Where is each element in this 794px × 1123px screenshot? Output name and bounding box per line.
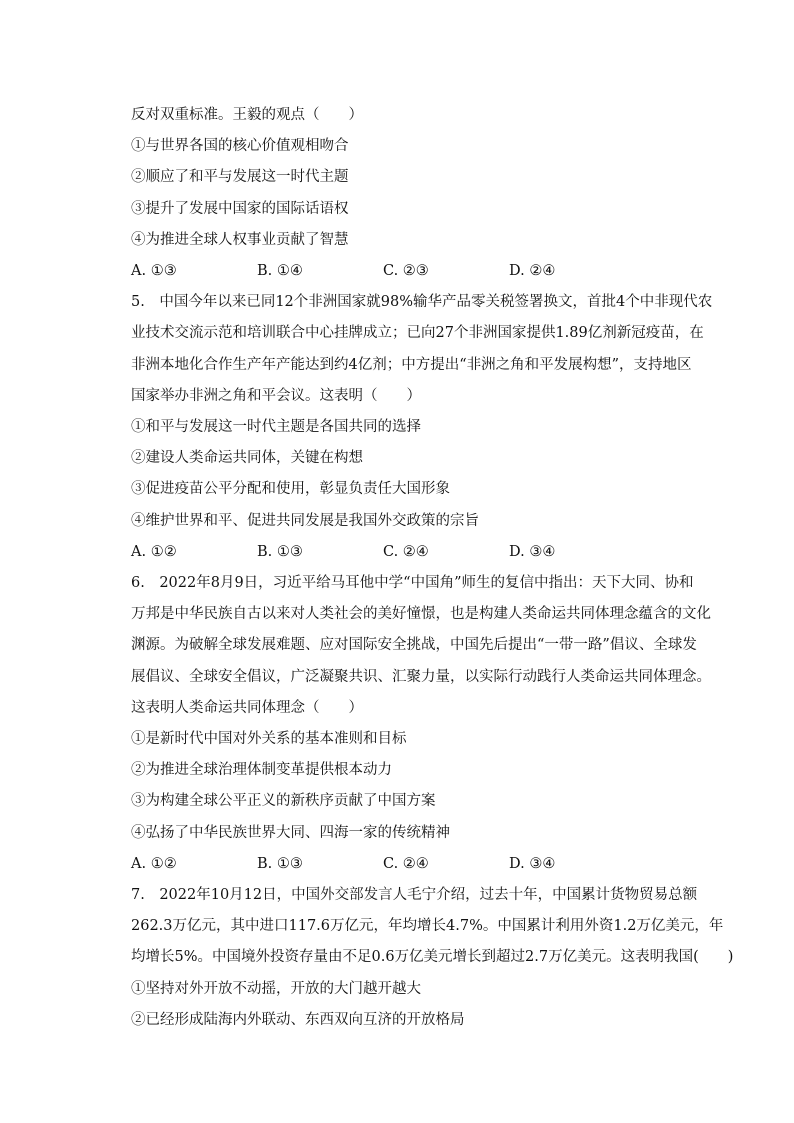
statement-3: ③为构建全球公平正义的新秩序贡献了中国方案 — [131, 793, 436, 810]
option-b: B. ①③ — [257, 855, 303, 872]
statement-2: ②建设人类命运共同体，关键在构想 — [131, 450, 363, 467]
statement-3: ③促进疫苗公平分配和使用，彰显负责任大国形象 — [131, 481, 450, 498]
answer-options — [131, 849, 691, 880]
statement-1: ①与世界各国的核心价值观相吻合 — [131, 138, 349, 155]
statement-2: ②已经形成陆海内外联动、东西双向互济的开放格局 — [131, 1011, 465, 1028]
question-4 — [131, 100, 691, 287]
question-stem-line: 6. 2022年8月9日，习近平给马耳他中学“中国角”师生的复信中指出：天下大同、协和 — [131, 575, 694, 592]
option-a: A. ①② — [131, 855, 177, 872]
option-a: A. ①② — [131, 543, 177, 560]
option-d: D. ③④ — [509, 543, 556, 560]
question-stem-line: 业技术交流示范和培训联合中心挂牌成立；已向27个非洲国家提供1.89亿剂新冠疫苗，在 — [131, 325, 704, 342]
question-stem-line: 反对双重标准。王毅的观点（ ） — [131, 107, 363, 123]
answer-options — [131, 537, 691, 568]
option-b: B. ①④ — [257, 263, 303, 280]
statement-4: ④维护世界和平、促进共同发展是我国外交政策的宗旨 — [131, 512, 479, 529]
statement-1: ①是新时代中国对外关系的基本准则和目标 — [131, 731, 407, 748]
option-c: C. ②④ — [383, 855, 429, 872]
question-stem-line: 均增长5%。中国境外投资存量由不足0.6万亿美元增长到超过2.7万亿美元。这表明我国( ) — [131, 949, 734, 966]
question-stem-line: 这表明人类命运共同体理念（ ） — [131, 699, 363, 716]
option-b: B. ①③ — [257, 543, 303, 560]
question-6 — [131, 568, 711, 880]
statement-1: ①坚持对外开放不动摇，开放的大门越开越大 — [131, 980, 421, 997]
answer-options — [131, 256, 691, 287]
question-stem-line: 展倡议、全球安全倡议，广泛凝聚共识、汇聚力量，以实际行动践行人类命运共同体理念。 — [131, 668, 711, 685]
page-content — [131, 100, 734, 1036]
option-d: D. ②④ — [509, 263, 556, 280]
question-stem-line: 国家举办非洲之角和平会议。这表明（ ） — [131, 387, 421, 404]
statement-4: ④弘扬了中华民族世界大同、四海一家的传统精神 — [131, 824, 450, 841]
option-a: A. ①③ — [131, 263, 177, 280]
option-d: D. ③④ — [509, 855, 556, 872]
question-stem-line: 渊源。为破解全球发展难题、应对国际安全挑战，中国先后提出“一带一路”倡议、全球发 — [131, 637, 697, 654]
question-stem-line: 7. 2022年10月12日，中国外交部发言人毛宁介绍，过去十年，中国累计货物贸易总额 — [131, 887, 698, 904]
question-stem-line: 万邦是中华民族自古以来对人类社会的美好憧憬，也是构建人类命运共同体理念蕴含的文化 — [131, 606, 711, 623]
option-c: C. ②④ — [383, 543, 429, 560]
question-stem-line: 非洲本地化合作生产年产能达到约4亿剂；中方提出“非洲之角和平发展构想”，支持地区 — [131, 356, 692, 373]
question-stem-line: 5. 中国今年以来已同12个非洲国家就98%输华产品零关税签署换文，首批4个中非现代农 — [131, 294, 713, 311]
statement-2: ②为推进全球治理体制变革提供根本动力 — [131, 762, 392, 779]
statement-1: ①和平与发展这一时代主题是各国共同的选择 — [131, 419, 421, 436]
statement-2: ②顺应了和平与发展这一时代主题 — [131, 169, 349, 186]
question-stem-line: 262.3万亿元，其中进口117.6万亿元，年均增长4.7%。中国累计利用外资1.2万亿美元，年 — [131, 918, 724, 935]
statement-3: ③提升了发展中国家的国际话语权 — [131, 200, 349, 217]
question-7 — [131, 880, 734, 1036]
statement-4: ④为推进全球人权事业贡献了智慧 — [131, 231, 349, 248]
option-c: C. ②③ — [383, 263, 429, 280]
question-5 — [131, 287, 713, 568]
